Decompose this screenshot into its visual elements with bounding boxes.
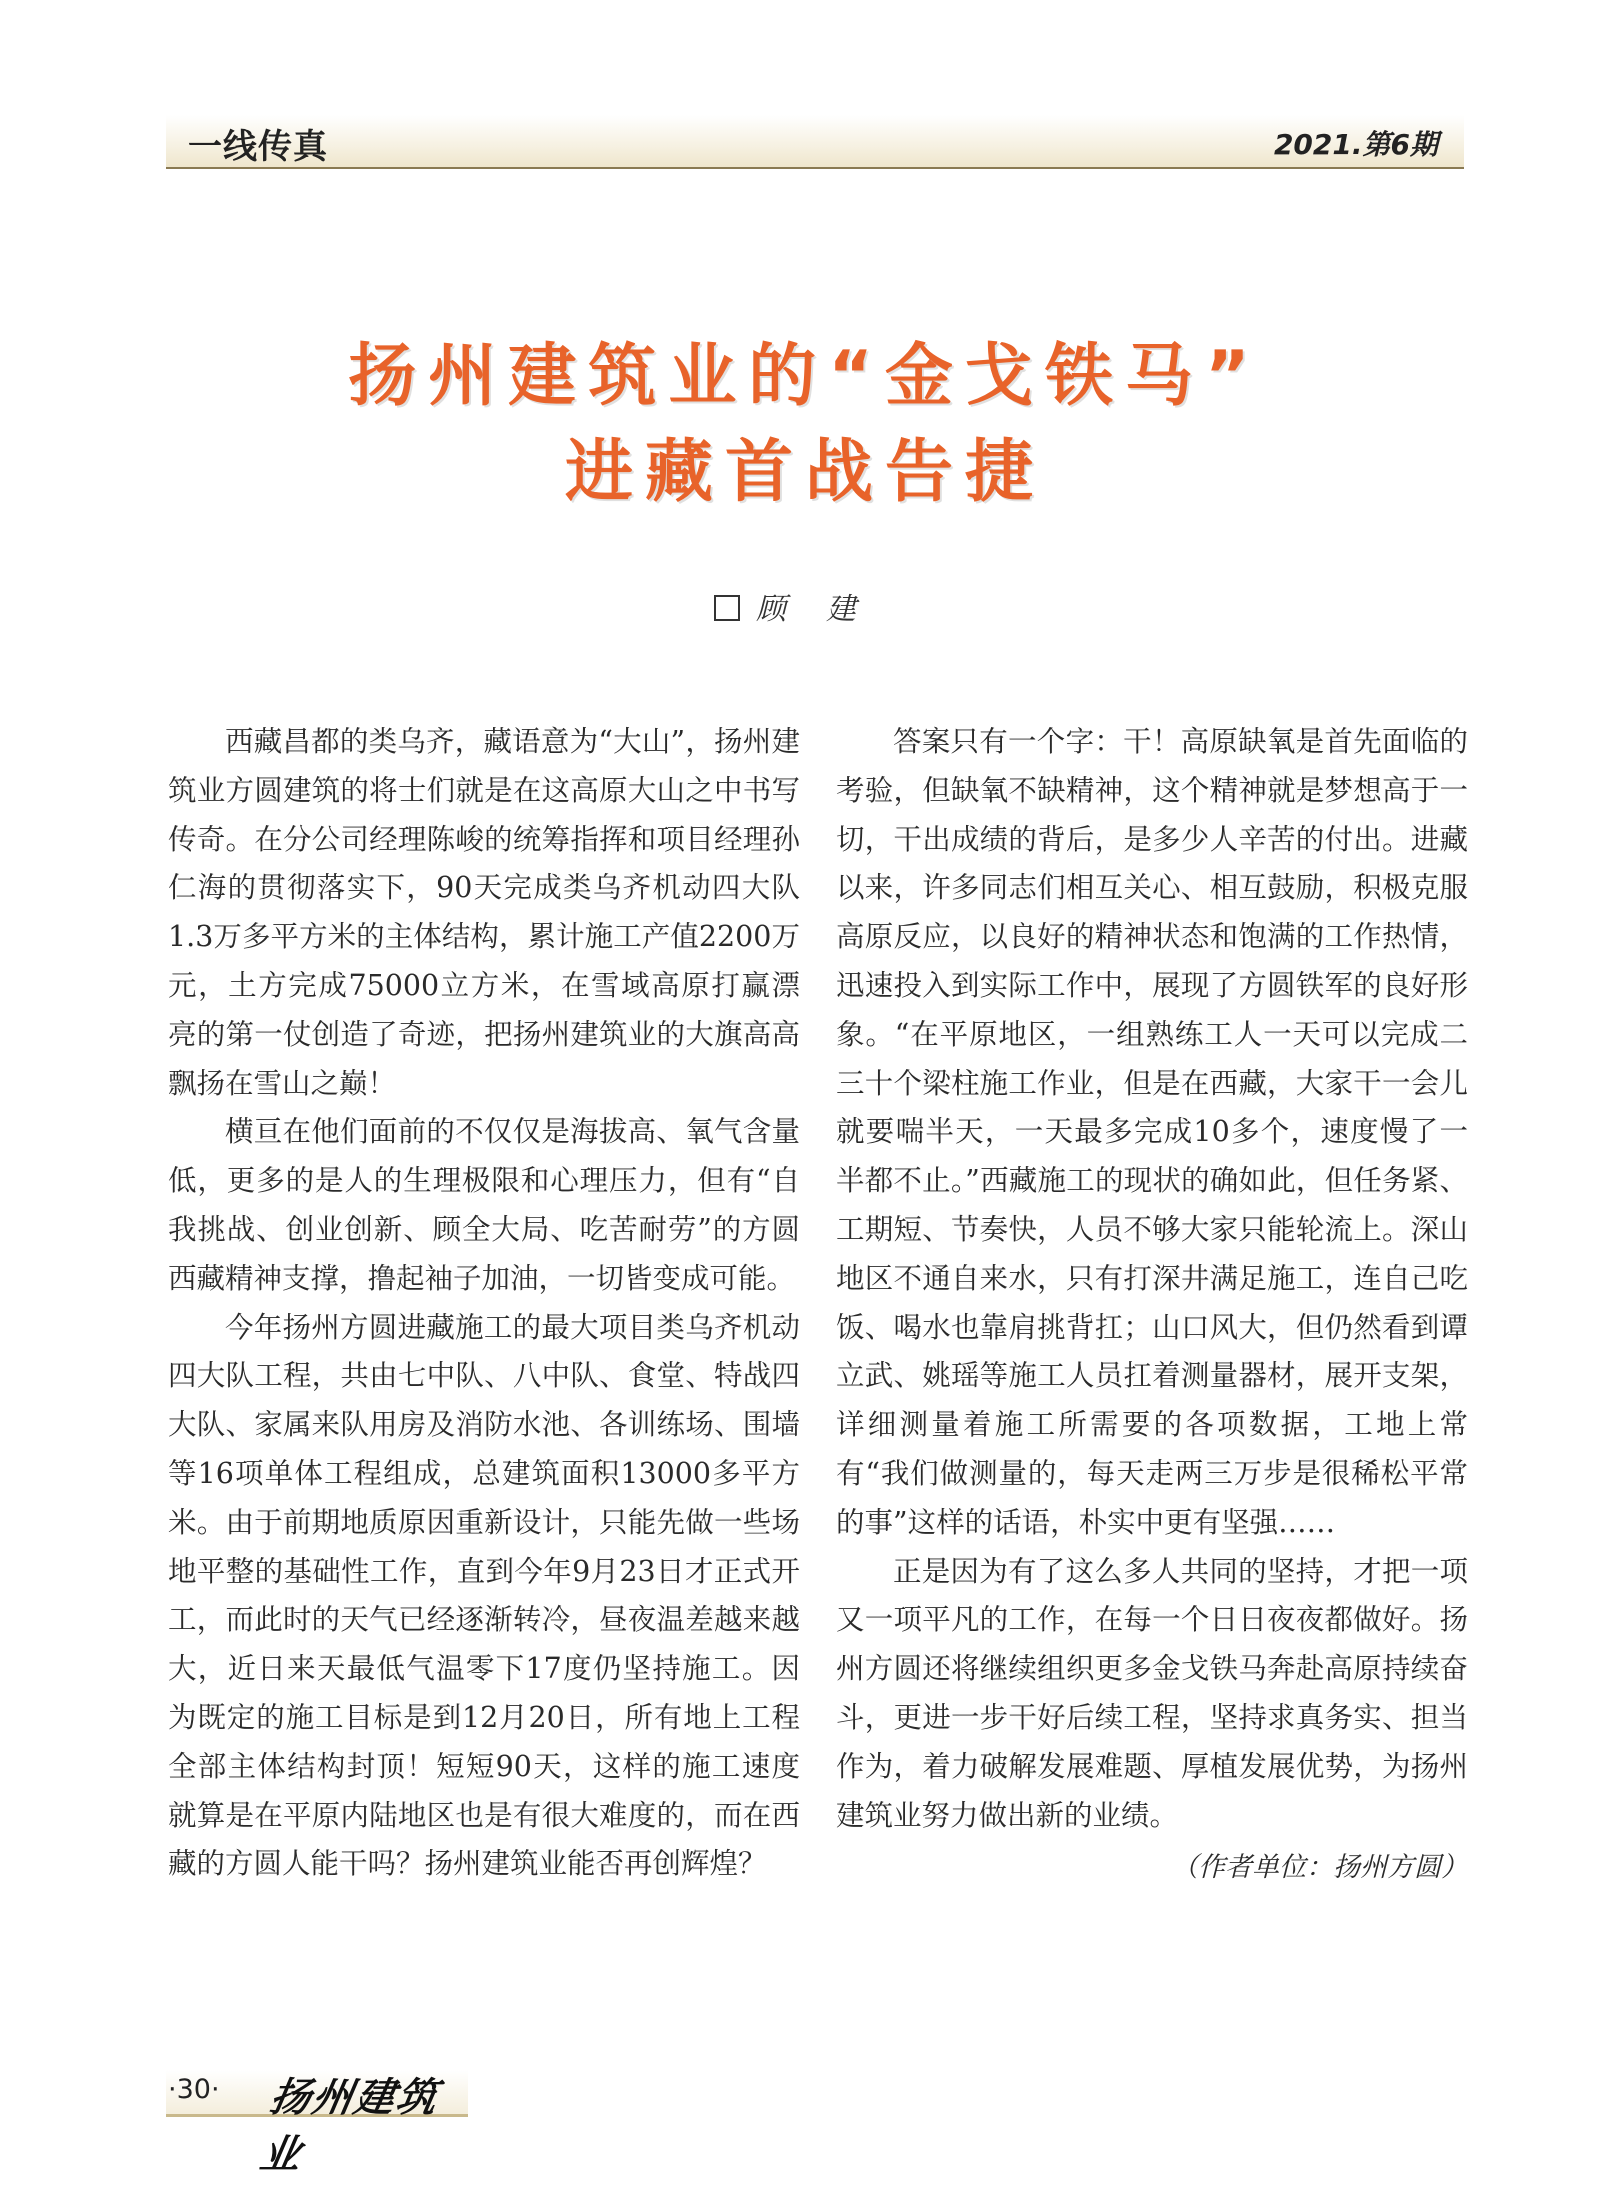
author-affiliation: （作者单位：扬州方圆）	[1171, 1852, 1468, 1884]
article-title-line2: 进藏首战告捷	[564, 433, 1045, 512]
page-footer	[166, 2070, 468, 2178]
page-header	[166, 115, 1464, 169]
article-title-line1: 扬州建筑业的“金戈铁马”	[348, 337, 1262, 416]
author-byline	[0, 584, 1610, 628]
paragraph: 答案只有一个字：干！高原缺氧是首先面临的考验，但缺氧不缺精神，这个精神就是梦想高于一切，干出成绩的背后，是多少人辛苦的付出。进藏以来，许多同志们相互关心、相互鼓励，积极克服高原反应，以良好的精神状态和饱满的工作热情，迅速投入到实际工作中，展现了方圆铁军的良好形象。“在平原地区，一组熟练工人一天可以完成二三十个梁柱施工作业，但是在西藏，大家干一会儿就要喘半天，一天最多完成10多个，速度慢了一半都不止。”西藏施工的现状的确如此，但任务紧、工期短、节奏快，人员不够大家只能轮流上。深山地区不通自来水，只有打深井满足施工，连自己吃饭、喝水也靠肩挑背扛；山口风大，但仍然看到谭立武、姚瑶等施工人员扛着测量器材，展开支架，详细测量着施工所需要的各项数据，工地上常有“我们做测量的，每天走两三万步是很稀松平常的事”这样的话语，朴实中更有坚强……	[836, 725, 1468, 1539]
section-label: 一线传真	[188, 127, 328, 167]
left-column	[168, 718, 800, 1889]
right-column	[836, 718, 1468, 1893]
page-number: ·30·	[168, 2074, 220, 2105]
magazine-logo: 扬州建筑业	[256, 2074, 443, 2178]
paragraph: 西藏昌都的类乌齐，藏语意为“大山”，扬州建筑业方圆建筑的将士们就是在这高原大山之中书写传奇。在分公司经理陈峻的统筹指挥和项目经理孙仁海的贯彻落实下，90天完成类乌齐机动四大队1.3万多平方米的主体结构，累计施工产值2200万元，土方完成75000立方米，在雪域高原打赢漂亮的第一仗创造了奇迹，把扬州建筑业的大旗高高飘扬在雪山之巅！	[168, 725, 800, 1100]
author-name: 顾建	[756, 592, 896, 627]
paragraph: 今年扬州方圆进藏施工的最大项目类乌齐机动四大队工程，共由七中队、八中队、食堂、特战四大队、家属来队用房及消防水池、各训练场、围墙等16项单体工程组成，总建筑面积13000多平方米。由于前期地质原因重新设计，只能先做一些场地平整的基础性工作，直到今年9月23日才正式开工，而此时的天气已经逐渐转冷，昼夜温差越来越大，近日来天最低气温零下17度仍坚持施工。因为既定的施工目标是到12月20日，所有地上工程全部主体结构封顶！短短90天，这样的施工速度就算是在平原内陆地区也是有很大难度的，而在西藏的方圆人能干吗？扬州建筑业能否再创辉煌？	[168, 1310, 800, 1881]
paragraph: 横亘在他们面前的不仅仅是海拔高、氧气含量低，更多的是人的生理极限和心理压力，但有“自我挑战、创业创新、顾全大局、吃苦耐劳”的方圆西藏精神支撑，撸起袖子加油，一切皆变成可能。	[168, 1115, 800, 1295]
issue-label: 2021.第6期	[1273, 128, 1438, 161]
paragraph: 正是因为有了这么多人共同的坚持，才把一项又一项平凡的工作，在每一个日日夜夜都做好。扬州方圆还将继续组织更多金戈铁马奔赴高原持续奋斗，更进一步干好后续工程，坚持求真务实、担当作为，着力破解发展难题、厚植发展优势，为扬州建筑业努力做出新的业绩。	[836, 1554, 1468, 1832]
square-bullet-icon	[714, 595, 740, 621]
